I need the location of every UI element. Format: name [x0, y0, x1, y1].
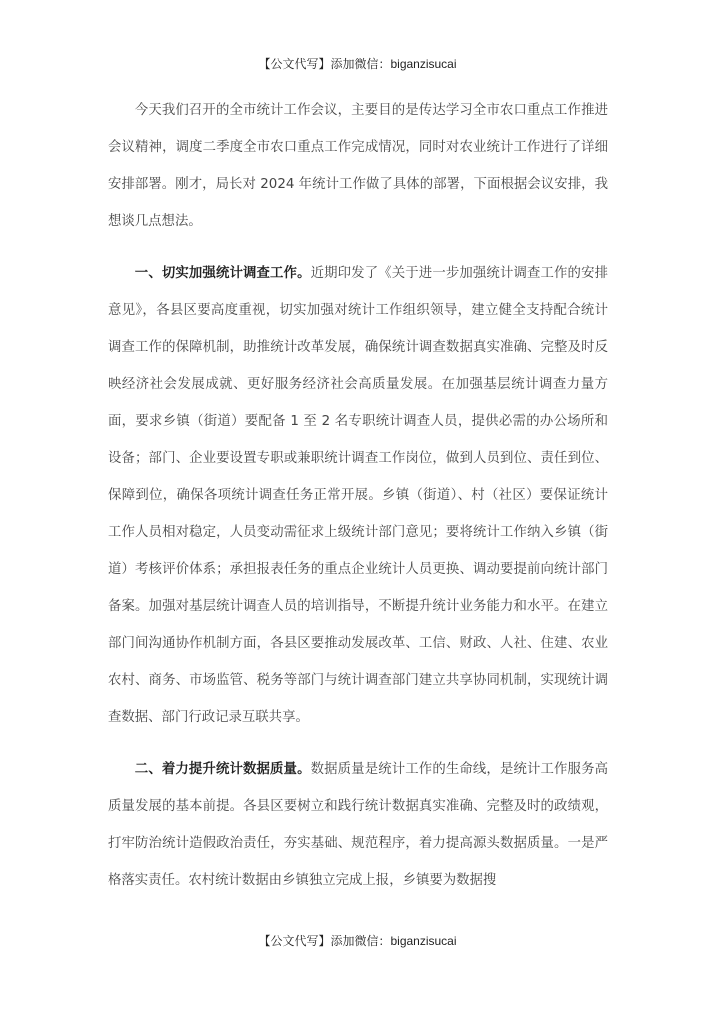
footer-watermark-text: 【公文代写】添加微信： [258, 934, 391, 948]
paragraph-section-1 [108, 255, 608, 736]
header-watermark-wechat-id: biganzisucai [390, 57, 457, 71]
footer-watermark [0, 932, 715, 949]
section-1-heading: 一、切实加强统计调查工作。 [134, 266, 311, 281]
section-2-text: 数据质量是统计工作的生命线，是统计工作服务高质量发展的基本前提。各县区要树立和践行统计数据真实准确、完整及时的政绩观，打牢防治统计造假政治责任，夯实基础、规范程序，着力提高源头数据质量。一是严格落实责任。农村统计数据由乡镇独立完成上报，乡镇要为数据搜 [108, 762, 609, 888]
document-body [108, 92, 608, 914]
header-watermark-text: 【公文代写】添加微信： [258, 57, 391, 71]
section-2-heading: 二、着力提升统计数据质量。 [134, 762, 311, 777]
paragraph-intro [108, 92, 608, 240]
header-watermark [0, 55, 715, 72]
section-1-text: 近期印发了《关于进一步加强统计调查工作的安排意见》，各县区要高度重视，切实加强对统计工作组织领导，建立健全支持配合统计调查工作的保障机制，助推统计改革发展，确保统计调查数据真实准确、完整及时反映经济社会发展成就、更好服务经济社会高质量发展。在加强基层统计调查力量方面，要求乡镇（街道）要配备 1 至 2 名专职统计调查人员，提供必需的办公场所和设备；部门、企业要设置专职或兼职统计调查工作岗位，做到人员到位、责任到位、保障到位，确保各项统计调查任务正常开展。乡镇（街道）、村（社区）要保证统计工作人员相对稳定，人员变动需征求上级统计部门意见；要将统计工作纳入乡镇（街道）考核评价体系；承担报表任务的重点企业统计人员更换、调动要提前向统计部门备案。加强对基层统计调查人员的培训指导，不断提升统计业务能力和水平。在建立部门间沟通协作机制方面，各县区要推动发展改革、工信、财政、人社、住建、农业农村、商务、市场监管、税务等部门与统计调查部门建立共享协同机制，实现统计调查数据、部门行政记录互联共享。 [108, 266, 609, 725]
paragraph-section-2 [108, 751, 608, 899]
paragraph-intro-text: 今天我们召开的全市统计工作会议，主要目的是传达学习全市农口重点工作推进会议精神，调度二季度全市农口重点工作完成情况，同时对农业统计工作进行了详细安排部署。刚才，局长对 2024 年统计工作做了具体的部署，下面根据会议安排，我想谈几点想法。 [108, 103, 608, 229]
footer-watermark-wechat-id: biganzisucai [390, 934, 457, 948]
